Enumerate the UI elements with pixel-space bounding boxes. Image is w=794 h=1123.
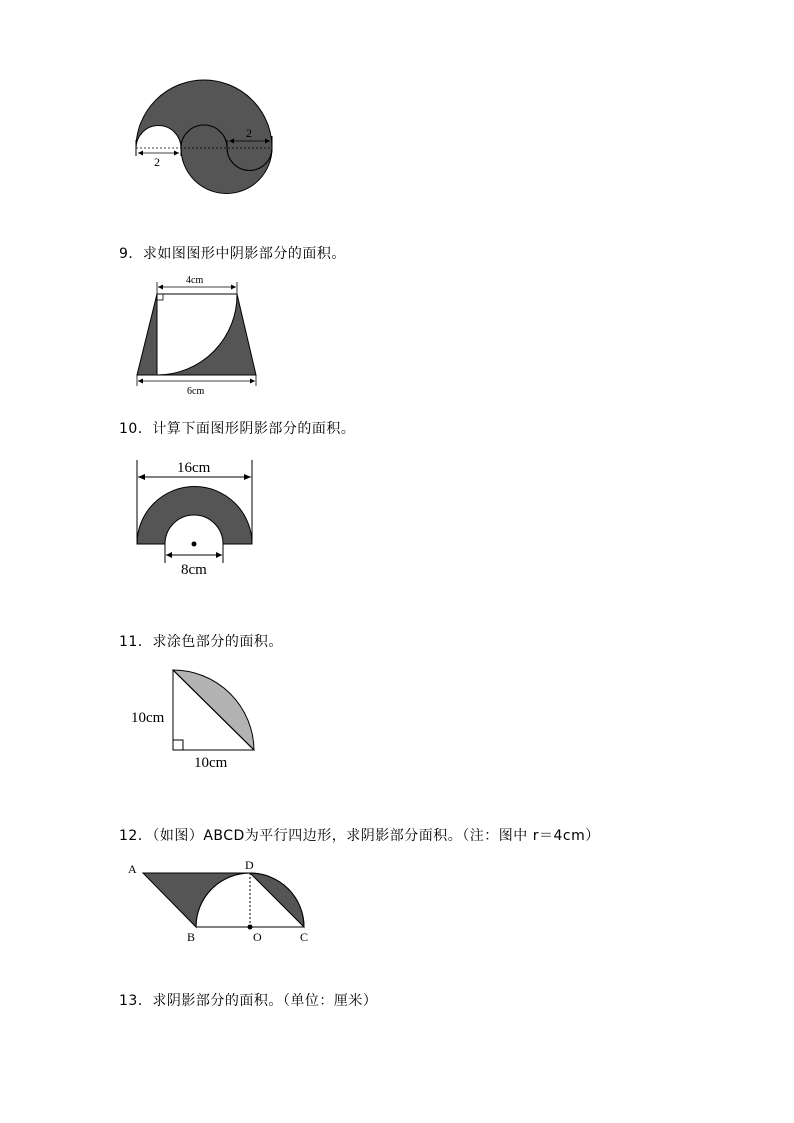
point-o-label: O (253, 930, 262, 944)
s-shape-top-label: 2 (246, 126, 252, 140)
question-13-text: 13．求阴影部分的面积。（单位：厘米） (119, 993, 378, 1009)
point-c-label: C (300, 930, 309, 944)
question-11-text: 11．求涂色部分的面积。 (119, 634, 283, 650)
s-shape-bottom-label: 2 (154, 155, 160, 169)
quarter-circle-side-label: 10cm (131, 710, 165, 726)
question-12-text: 12．（如图）ABCD为平行四边形，求阴影部分面积。（注：图中 r＝4cm） (119, 828, 600, 844)
trapezoid-top-label: 4cm (186, 275, 204, 286)
trapezoid-bottom-label: 6cm (187, 386, 205, 397)
point-d-label: D (245, 858, 254, 872)
ring-inner-label: 8cm (181, 562, 207, 578)
parallelogram-right-shaded (250, 873, 304, 927)
question-10-text: 10．计算下面图形阴影部分的面积。 (119, 421, 356, 437)
point-b-label: B (187, 930, 196, 944)
question-9-text: 9．求如图图形中阴影部分的面积。 (119, 246, 346, 262)
point-a-label: A (128, 862, 137, 876)
ring-outer-label: 16cm (177, 460, 211, 476)
quarter-circle-base-label: 10cm (194, 755, 228, 771)
center-o-dot (248, 925, 253, 930)
